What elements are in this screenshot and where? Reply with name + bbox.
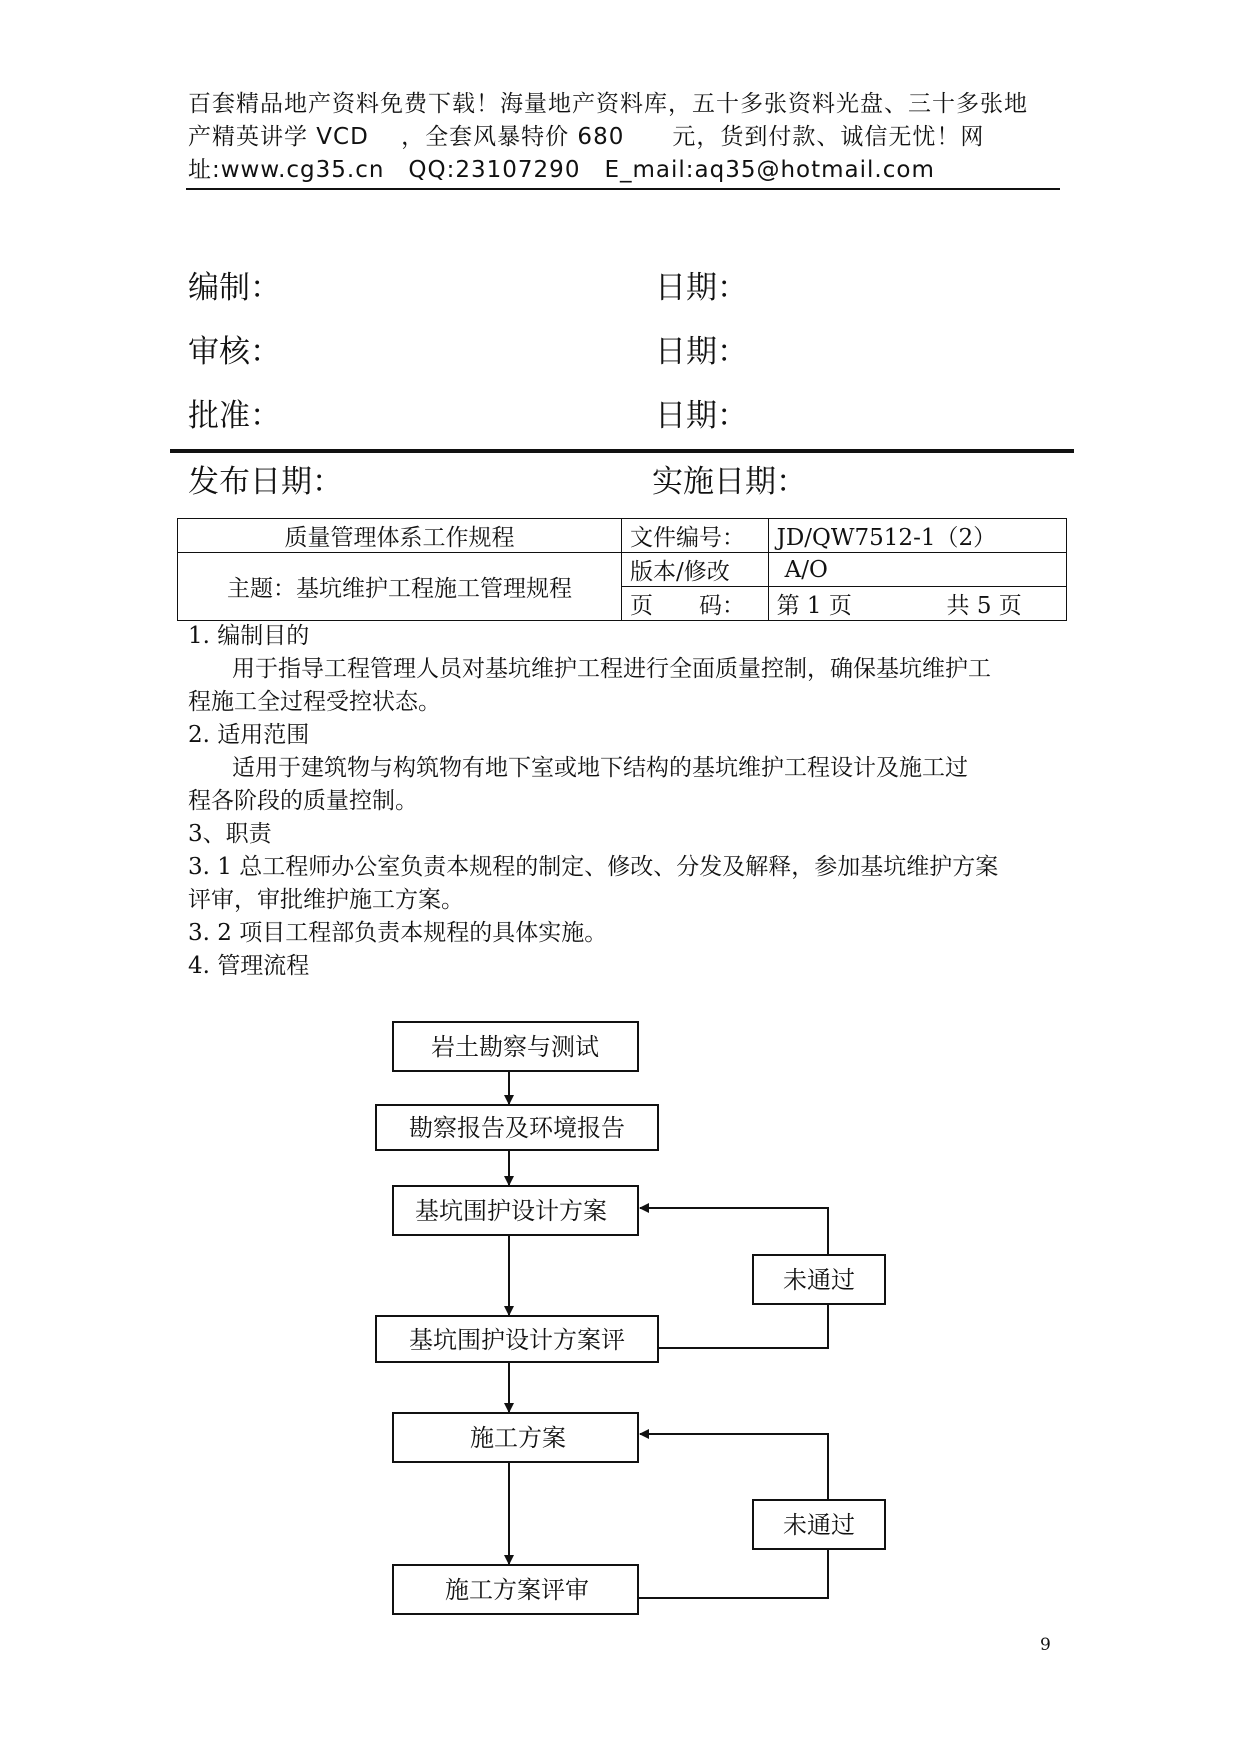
flow-text-plan: 施工方案 [470, 1424, 566, 1452]
page-number: 9 [1040, 1635, 1051, 1655]
version-label: 版本/修改 [621, 553, 768, 587]
flow-feedback-2-lower [638, 1549, 828, 1598]
table-subject: 主题：基坑维护工程施工管理规程 [178, 553, 622, 621]
flow-feedback-1-upper [640, 1208, 828, 1255]
banner-line-1: 百套精品地产资料免费下载！海量地产资料库，五十多张资料光盘、三十多张地 [188, 91, 1028, 117]
version-text: A/O [784, 556, 828, 583]
section-1-title: 1. 编制目的 [188, 623, 310, 649]
section-4-title: 4. 管理流程 [188, 953, 310, 979]
section-1-text-1: 用于指导工程管理人员对基坑维护工程进行全面质量控制，确保基坑维护工 [232, 656, 991, 682]
table-title: 质量管理体系工作规程 [178, 519, 622, 553]
publish-date-label: 发布日期： [188, 464, 343, 500]
section-3-2-text: 3. 2 项目工程部负责本规程的具体实施。 [188, 920, 608, 946]
flow-feedback-1-lower [658, 1304, 828, 1348]
review-label: 审核： [188, 334, 281, 370]
section-3-title: 3、职责 [188, 821, 272, 847]
flow-text-design-review: 基坑围护设计方案评 [409, 1326, 625, 1354]
effective-date-label: 实施日期： [652, 464, 807, 500]
section-3-1-text-2: 评审，审批维护施工方案。 [188, 887, 464, 913]
flow-text-fail-2: 未通过 [783, 1511, 855, 1539]
approve-date-label: 日期： [655, 398, 748, 434]
page-current: 第 1 页 [776, 593, 852, 619]
section-3-1-text-1: 3. 1 总工程师办公室负责本规程的制定、修改、分发及解释，参加基坑维护方案 [188, 854, 999, 880]
section-2-text-1: 适用于建筑物与构筑物有地下室或地下结构的基坑维护工程设计及施工过 [232, 755, 968, 781]
section-2-title: 2. 适用范围 [188, 722, 310, 748]
section-1-text-2: 程施工全过程受控状态。 [188, 689, 441, 715]
flow-text-plan-review: 施工方案评审 [445, 1576, 589, 1604]
review-date-label: 日期： [655, 334, 748, 370]
flow-text-report: 勘察报告及环境报告 [409, 1114, 625, 1142]
flow-text-design: 基坑围护设计方案 [415, 1197, 607, 1225]
doc-number-label: 文件编号： [621, 519, 768, 553]
banner-line-2: 产精英讲学 VCD ，全套风暴特价 680 元，货到付款、诚信无忧！网 [188, 124, 985, 150]
compile-label: 编制： [188, 270, 281, 306]
flow-text-survey: 岩土勘察与测试 [431, 1033, 599, 1061]
approve-label: 批准： [188, 398, 281, 434]
compile-date-label: 日期： [655, 270, 748, 306]
doc-number: JD/QW7512-1（2） [768, 519, 1066, 553]
banner-line-3: 址:www.cg35.cn QQ:23107290 E_mail:aq35@hotmail.com [188, 157, 935, 183]
flow-feedback-2-upper [640, 1434, 828, 1500]
page-label: 页 码： [621, 587, 768, 621]
page-total: 共 5 页 [946, 593, 1022, 619]
flow-text-fail-1: 未通过 [783, 1266, 855, 1294]
section-2-text-2: 程各阶段的质量控制。 [188, 788, 418, 814]
